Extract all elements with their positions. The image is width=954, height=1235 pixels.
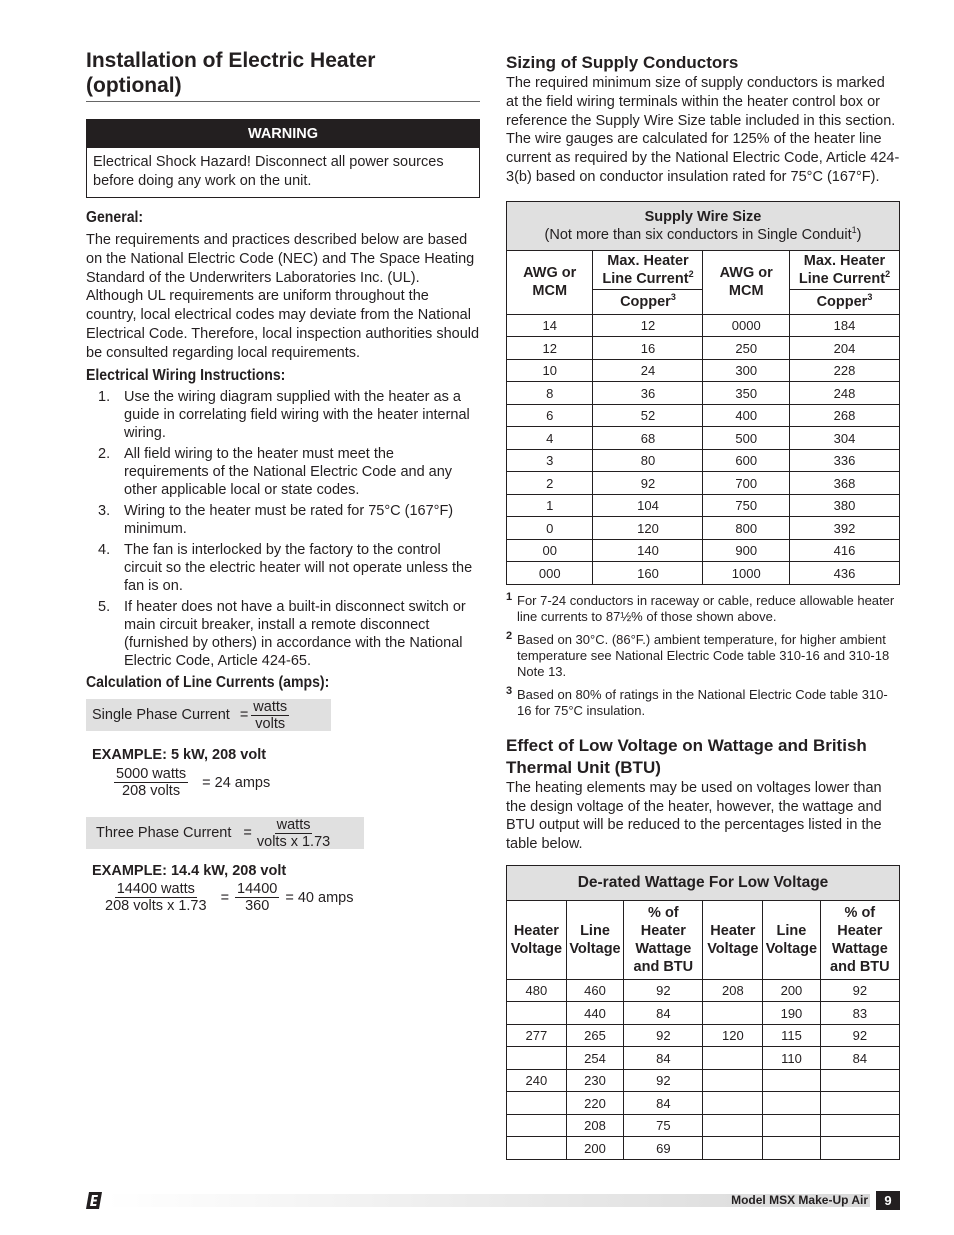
wiring-item: [86, 541, 480, 596]
table-row: [507, 427, 900, 450]
table-row: [507, 472, 900, 495]
table-cell: 0: [507, 517, 593, 540]
table-cell: [820, 1069, 899, 1092]
wiring-item-text: Wiring to the heater must be rated for 75°C (167°F) minimum.: [124, 502, 454, 537]
single-phase-fraction: [251, 699, 289, 732]
table-cell: 84: [820, 1047, 899, 1070]
supply-wire-table-title: [507, 201, 900, 250]
wiring-item: [86, 502, 480, 538]
wiring-item: [86, 445, 480, 500]
column-header: Heater Voltage: [507, 900, 567, 979]
left-column: [86, 48, 480, 914]
table-row: [507, 1024, 900, 1047]
footer-model: Model MSX Make-Up Air: [731, 1193, 868, 1207]
brand-logo-icon: [86, 1191, 102, 1210]
wiring-item-text: Use the wiring diagram supplied with the heater as a guide in correlating field wiring with the heater internal wiring.: [124, 388, 470, 441]
table-cell: 160: [593, 562, 703, 585]
table-cell: 392: [789, 517, 899, 540]
effect-text: The heating elements may be used on voltages lower than the design voltage of the heater, however, the wattage and BTU output will be reduced to the percentages listed in the table below.: [506, 779, 882, 853]
table-cell: 220: [566, 1092, 623, 1115]
copper-label: Copper: [620, 293, 671, 310]
table-cell: 304: [789, 427, 899, 450]
table-cell: [703, 1114, 763, 1137]
derate-table: [506, 865, 900, 1160]
table-cell: 10: [507, 359, 593, 382]
table-cell: [820, 1114, 899, 1137]
footnote-text: For 7-24 conductors in raceway or cable, reduce allowable heater line currents to 87½% of those shown above.: [517, 592, 895, 624]
warning-box: [86, 119, 480, 198]
table-cell: 268: [789, 404, 899, 427]
table-cell: 92: [593, 472, 703, 495]
page-title: [86, 48, 480, 102]
table-cell: [703, 1047, 763, 1070]
table-cell: 436: [789, 562, 899, 585]
table-cell: 380: [789, 494, 899, 517]
table-cell: [763, 1114, 820, 1137]
table-row: [507, 1114, 900, 1137]
table-cell: 700: [703, 472, 789, 495]
footnote: [506, 590, 900, 625]
equals-sign: =: [220, 889, 230, 906]
table-cell: 84: [624, 1092, 703, 1115]
table-row: [507, 1002, 900, 1025]
wiring-item: [86, 598, 480, 671]
derate-header-row: [507, 900, 900, 979]
table-cell: 000: [507, 562, 593, 585]
col-awg-2: AWG or MCM: [703, 250, 789, 314]
table-cell: 3: [507, 449, 593, 472]
table-cell: 900: [703, 539, 789, 562]
example-1-result: = 24 amps: [202, 774, 271, 791]
table-row: [507, 382, 900, 405]
table-row: [507, 494, 900, 517]
wiring-item: [86, 388, 480, 443]
wiring-item-text: All field wiring to the heater must meet the requirements of the National Electric Code and any other applicable local or state codes.: [124, 445, 453, 499]
sizing-heading: Sizing of Supply Conductors: [506, 53, 739, 72]
fraction-denominator: 208 volts: [122, 783, 181, 800]
derate-table-title: De-rated Wattage For Low Voltage: [507, 865, 900, 900]
column-header: Line Voltage: [566, 900, 623, 979]
table-cell: 204: [789, 337, 899, 360]
wiring-list: [86, 388, 480, 671]
table-cell: 600: [703, 449, 789, 472]
table-cell: 92: [624, 979, 703, 1002]
table-cell: [820, 1137, 899, 1160]
table-cell: 265: [566, 1024, 623, 1047]
footnote-number: 1: [506, 590, 513, 603]
table-cell: 8: [507, 382, 593, 405]
table-cell: [507, 1137, 567, 1160]
table-cell: 12: [593, 314, 703, 337]
fraction-denominator: volts x 1.73: [256, 833, 331, 850]
col-copper-2: [789, 289, 899, 314]
table-cell: [763, 1069, 820, 1092]
table-row: [507, 359, 900, 382]
table-cell: 110: [763, 1047, 820, 1070]
example-2-label: EXAMPLE: 14.4 kW, 208 volt: [92, 863, 287, 880]
supply-wire-rows: [507, 314, 900, 584]
wiring-item-text: If heater does not have a built-in disconnect switch or main circuit breaker, install a remote disconnect (furnished by others) in accordance with the National Electric Code, Article 424-65.: [124, 598, 466, 670]
table-row: [507, 337, 900, 360]
table-cell: 80: [593, 449, 703, 472]
table-cell: 368: [789, 472, 899, 495]
table-row: [507, 1069, 900, 1092]
table-cell: 69: [624, 1137, 703, 1160]
table-cell: 200: [566, 1137, 623, 1160]
table-cell: 120: [703, 1024, 763, 1047]
col-maxcur: [593, 250, 703, 289]
title-line-1: Installation of Electric Heater: [86, 49, 376, 72]
fraction-numerator: 5000 watts: [116, 766, 187, 783]
wiring-item-number: 4.: [98, 541, 111, 558]
general-heading: General:: [86, 209, 144, 226]
example-1-label: EXAMPLE: 5 kW, 208 volt: [92, 747, 267, 764]
footnote: [506, 684, 900, 719]
example-2-fraction-2: [235, 881, 279, 914]
table-cell: 500: [703, 427, 789, 450]
table-row: [507, 539, 900, 562]
fraction-numerator: watts: [276, 816, 311, 833]
wiring-item-number: 3.: [98, 502, 111, 519]
column-header: % of Heater Wattage and BTU: [624, 900, 703, 979]
table-cell: 75: [624, 1114, 703, 1137]
table-cell: [820, 1092, 899, 1115]
table-cell: 104: [593, 494, 703, 517]
table-cell: 6: [507, 404, 593, 427]
example-1-formula: [114, 766, 480, 799]
table-cell: 36: [593, 382, 703, 405]
right-column: [506, 52, 900, 1160]
page-footer: [86, 1191, 900, 1210]
table-cell: 480: [507, 979, 567, 1002]
table-cell: 120: [593, 517, 703, 540]
table-cell: 300: [703, 359, 789, 382]
table-cell: 92: [820, 1024, 899, 1047]
table-cell: [703, 1092, 763, 1115]
example-1-fraction: [114, 766, 188, 799]
table-cell: 52: [593, 404, 703, 427]
warning-text: Electrical Shock Hazard! Disconnect all power sources before doing any work on the unit.: [93, 154, 444, 189]
footnote-text: Based on 80% of ratings in the National Electric Code table 310-16 for 75°C insulation.: [517, 686, 888, 718]
table-cell: 16: [593, 337, 703, 360]
table-cell: [703, 1137, 763, 1160]
table-cell: 24: [593, 359, 703, 382]
table-cell: 0000: [703, 314, 789, 337]
table-cell: 92: [624, 1069, 703, 1092]
calc-heading: Calculation of Line Currents (amps):: [86, 674, 330, 692]
table-row: [507, 517, 900, 540]
footnote-ref: 2: [885, 268, 891, 279]
table-cell: 248: [789, 382, 899, 405]
fraction-denominator: 208 volts x 1.73: [105, 898, 207, 915]
table-cell: 277: [507, 1024, 567, 1047]
table-row: [507, 1092, 900, 1115]
table-title: Supply Wire Size: [644, 208, 762, 225]
fraction-numerator: 14400: [237, 881, 278, 898]
table-cell: 140: [593, 539, 703, 562]
equals-sign: =: [239, 707, 249, 724]
footnote: [506, 629, 900, 680]
table-cell: 184: [789, 314, 899, 337]
table-row: [507, 449, 900, 472]
table-cell: 208: [566, 1114, 623, 1137]
col-maxcur-2: [789, 250, 899, 289]
table-cell: 12: [507, 337, 593, 360]
supply-wire-table: [506, 201, 900, 585]
table-cell: [507, 1047, 567, 1070]
maxcur-label: Max. Heater Line Current: [798, 252, 886, 287]
footnotes: [506, 590, 900, 719]
effect-heading: Effect of Low Voltage on Wattage and British Thermal Unit (BTU): [506, 735, 867, 777]
table-cell: 84: [624, 1002, 703, 1025]
table-cell: [507, 1092, 567, 1115]
footnote-ref: 2: [688, 268, 694, 279]
table-cell: 416: [789, 539, 899, 562]
copper-label: Copper: [816, 293, 868, 310]
table-cell: 1: [507, 494, 593, 517]
table-cell: 800: [703, 517, 789, 540]
three-phase-formula: [86, 817, 480, 849]
three-phase-fraction: [255, 817, 332, 850]
table-cell: 336: [789, 449, 899, 472]
table-cell: 1000: [703, 562, 789, 585]
table-cell: 440: [566, 1002, 623, 1025]
footnote-ref: 3: [670, 291, 676, 302]
wiring-item-number: 5.: [98, 598, 111, 615]
example-2-fraction: [103, 881, 209, 914]
col-awg: AWG or MCM: [507, 250, 593, 314]
table-cell: 83: [820, 1002, 899, 1025]
table-cell: 200: [763, 979, 820, 1002]
table-row: [507, 562, 900, 585]
table-cell: [703, 1002, 763, 1025]
table-cell: 190: [763, 1002, 820, 1025]
example-2-result: = 40 amps: [285, 889, 354, 906]
general-text: The requirements and practices described below are based on the National Electric Code (NEC) and The Space Heating Standard of the Underwriters Laboratories Inc. (UL). Although UL requirements are uniform throughout the country, local electrical codes may deviate from the National Electrical Code. Therefore, local inspection authorities should be consulted regarding local requirements.: [86, 232, 480, 361]
fraction-denominator: 360: [245, 898, 270, 915]
footnote-number: 3: [506, 684, 513, 697]
footnote-ref: 1: [851, 224, 857, 235]
table-cell: 84: [624, 1047, 703, 1070]
three-phase-label: Three Phase Current: [96, 825, 232, 842]
table-row: [507, 1047, 900, 1070]
wiring-item-number: 1.: [98, 388, 111, 405]
warning-heading: WARNING: [87, 120, 479, 148]
table-cell: 460: [566, 979, 623, 1002]
table-cell: [763, 1137, 820, 1160]
table-cell: 254: [566, 1047, 623, 1070]
maxcur-label: Max. Heater Line Current: [602, 252, 689, 287]
table-cell: 92: [820, 979, 899, 1002]
column-header: Line Voltage: [763, 900, 820, 979]
equals-sign: =: [243, 825, 252, 842]
col-copper: [593, 289, 703, 314]
column-header: % of Heater Wattage and BTU: [820, 900, 899, 979]
table-cell: [703, 1069, 763, 1092]
page-number: 9: [876, 1191, 900, 1210]
wiring-item-text: The fan is interlocked by the factory to the control circuit so the electric heater will not operate unless the fan is on.: [124, 541, 473, 595]
column-header: Heater Voltage: [703, 900, 763, 979]
table-cell: 208: [703, 979, 763, 1002]
table-cell: 750: [703, 494, 789, 517]
footnote-number: 2: [506, 629, 513, 642]
single-phase-formula: [86, 699, 480, 731]
title-line-2: (optional): [86, 74, 182, 97]
table-cell: 240: [507, 1069, 567, 1092]
table-cell: 250: [703, 337, 789, 360]
sizing-text: The required minimum size of supply conductors is marked at the field wiring terminals within the heater control box or reference the Supply Wire Size table included in this section. The wire gauges are calculated for 125% of the heater line current as required by the National Electric Code, Article 424-3(b) based on conductor insulation rated for 75°C (167°F).: [506, 75, 900, 185]
table-row: [507, 314, 900, 337]
table-cell: 2: [507, 472, 593, 495]
table-cell: 350: [703, 382, 789, 405]
table-cell: [507, 1114, 567, 1137]
table-cell: 92: [624, 1024, 703, 1047]
fraction-denominator: volts: [255, 715, 286, 732]
footnote-ref: 3: [867, 291, 873, 302]
table-cell: 68: [593, 427, 703, 450]
table-cell: [507, 1002, 567, 1025]
subtitle-end: ): [856, 226, 862, 243]
footnote-text: Based on 30°C. (86°F.) ambient temperature, for higher ambient temperature see National Electric Code table 310-16 and 310-18 Note 13.: [517, 631, 890, 679]
table-cell: 00: [507, 539, 593, 562]
subtitle-text: (Not more than six conductors in Single Conduit: [544, 226, 852, 243]
fraction-numerator: watts: [253, 698, 288, 715]
table-cell: 230: [566, 1069, 623, 1092]
table-cell: 400: [703, 404, 789, 427]
example-2-formula: [103, 881, 480, 914]
wiring-heading: Electrical Wiring Instructions:: [86, 366, 286, 384]
table-row: [507, 404, 900, 427]
table-cell: [763, 1092, 820, 1115]
derate-rows: [507, 979, 900, 1159]
table-cell: 228: [789, 359, 899, 382]
table-subtitle: [544, 224, 862, 243]
table-row: [507, 1137, 900, 1160]
table-cell: 14: [507, 314, 593, 337]
table-cell: 115: [763, 1024, 820, 1047]
single-phase-label: Single Phase Current: [92, 707, 230, 724]
fraction-numerator: 14400 watts: [116, 881, 195, 898]
table-cell: 4: [507, 427, 593, 450]
wiring-item-number: 2.: [98, 445, 111, 462]
table-row: [507, 979, 900, 1002]
